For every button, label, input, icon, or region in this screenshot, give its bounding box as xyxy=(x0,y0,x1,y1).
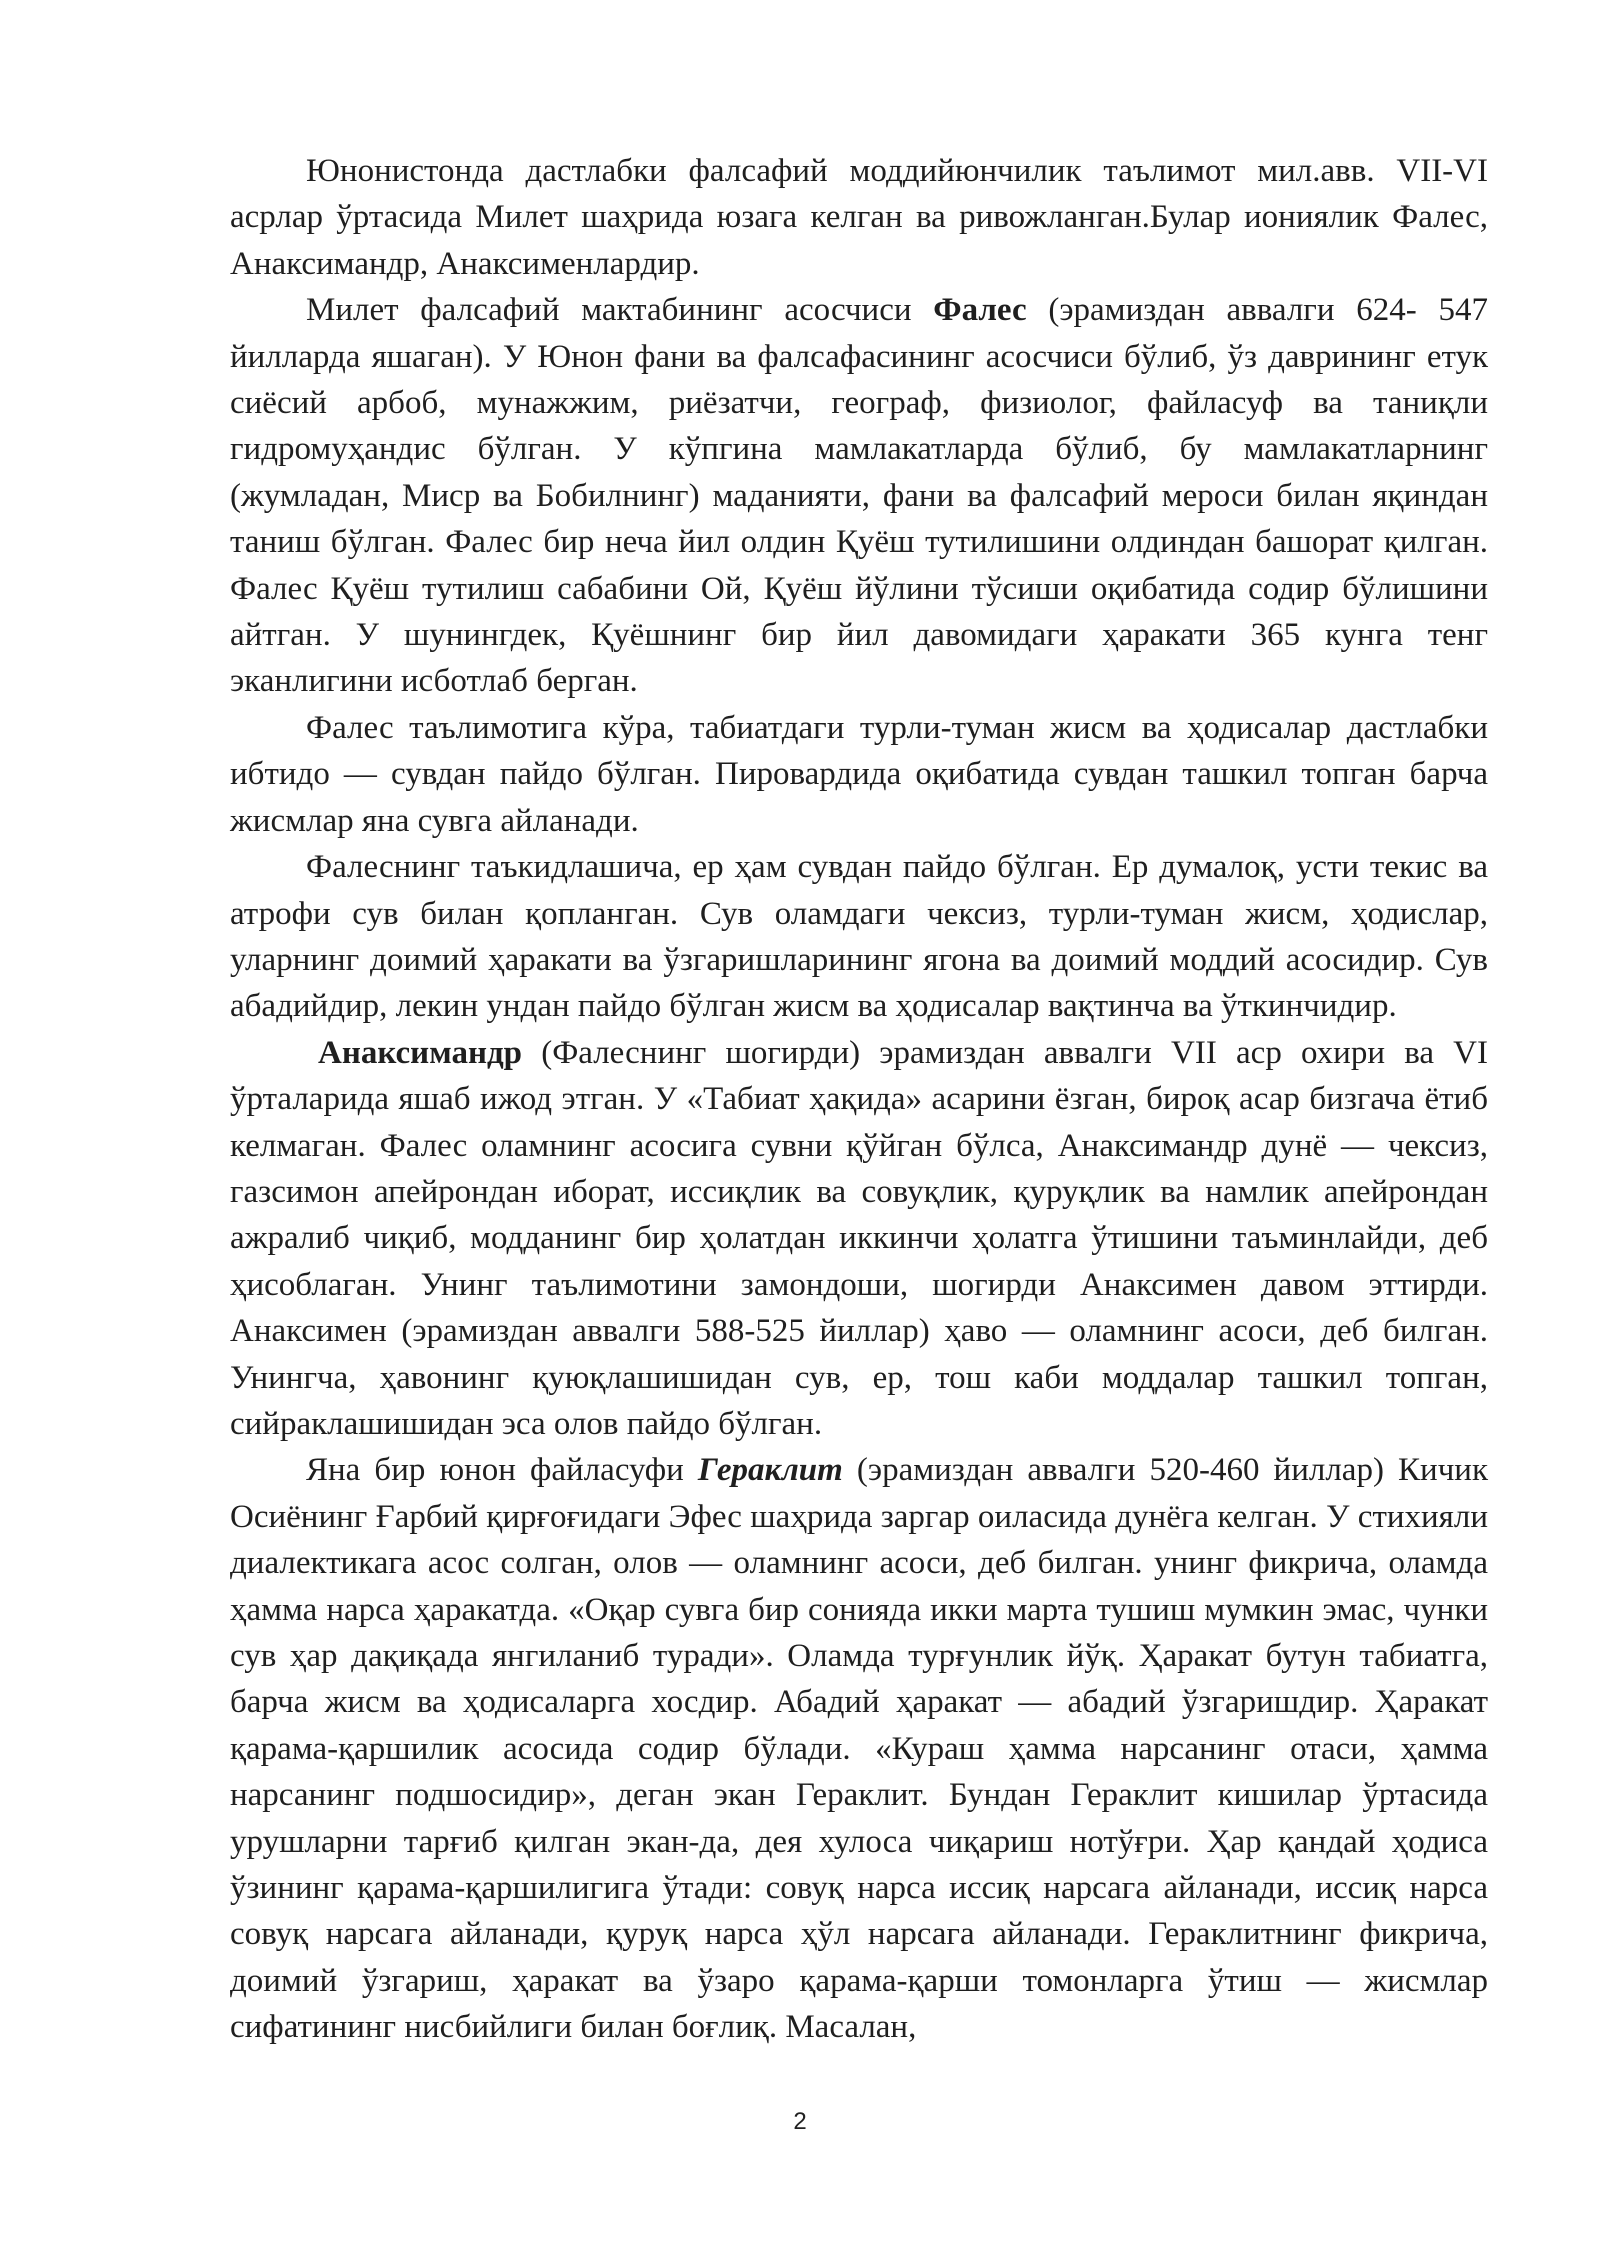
paragraph-thales xyxy=(230,287,1488,705)
text-run: Фалес таълимотига кўра, табиатдаги турли-туман жисм ва ҳодисалар дастлабки ибтидо — сувдан пайдо бўлган. Пировардида оқибатида сувдан ташкил топган барча жисмлар яна сувга айланади. xyxy=(230,709,1488,839)
page-number: 2 xyxy=(793,2108,807,2135)
term-heraclitus: Гераклит xyxy=(697,1452,843,1489)
text-run: Милет фалсафий мактабининг асосчиси xyxy=(306,292,934,329)
paragraph-thales-earth xyxy=(230,844,1488,1030)
text-run: Фалеснинг таъкидлашича, ер ҳам сувдан пайдо бўлган. Ер думалоқ, усти текис ва атрофи сув билан қопланган. Сув оламдаги чексиз, турли-туман жисм, ҳодислар, уларнинг доимий ҳаракати ва ўзгаришларининг ягона ва доимий моддий асосидир. Сув абадийдир, лекин ундан пайдо бўлган жисм ва ҳодисалар вақтинча ва ўткинчидир. xyxy=(230,849,1488,1025)
text-run: (Фалеснинг шогирди) эрамиздан аввалги VII аср охири ва VI ўрталарида яшаб ижод этган. У «Табиат ҳақида» асарини ёзган, бироқ асар бизгача ётиб келмаган. Фалес оламнинг асосига сувни қўйган бўлса, Анаксимандр дунё — чексиз, газсимон апейрондан иборат, иссиқлик ва совуқлик, қуруқлик ва намлик апейрондан ажралиб чиқиб, модданинг бир ҳолатдан иккинчи ҳолатга ўтишини таъминлайди, деб ҳисоблаган. Унинг таълимотини замондоши, шогирди Анаксимен давом эттирди. Анаксимен (эрамиздан аввалги 588-525 йиллар) ҳаво — оламнинг асоси, деб билган. Унингча, ҳавонинг қуюқлашишидан сув, ер, тош каби моддалар ташкил топган, сийраклашишидан эса олов пайдо бўлган. xyxy=(230,1034,1488,1442)
text-run: Яна бир юнон файласуфи xyxy=(306,1452,698,1489)
text-run: (эрамиздан аввалги 520-460 йиллар) Кичик Осиёнинг Ғарбий қирғоғидаги Эфес шаҳрида заргар оиласида дунёга келган. У стихияли диалектикага асос солган, олов — оламнинг асоси, деб билган. унинг фикрича, оламда ҳамма нарса ҳаракатда. «Оқар сувга бир сонияда икки марта тушиш мумкин эмас, чунки сув ҳар дақиқада янгиланиб туради». Оламда турғунлик йўқ. Ҳаракат бутун табиатга, барча жисм ва ҳодисаларга хосдир. Абадий ҳаракат — абадий ўзгаришдир. Ҳаракат қарама-қаршилик асосида содир бўлади. «Кураш ҳамма нарсанинг отаси, ҳамма нарсанинг подшосидир», деган экан Гераклит. Бундан Гераклит кишилар ўртасида урушларни тарғиб қилган экан-да, дея хулоса чиқариш нотўғри. Ҳар қандай ҳодиса ўзининг қарама-қаршилигига ўтади: совуқ нарса иссиқ нарсага айланади, иссиқ нарса совуқ нарсага айланади, қуруқ нарса ҳўл нарсага айланади. Гераклитнинг фикрича, доимий ўзгариш, ҳаракат ва ўзаро қарама-қарши томонларга ўтиш — жисмлар сифатининг нисбийлиги билан боғлиқ. Масалан, xyxy=(230,1452,1489,2046)
text-run: (эрамиздан аввалги 624- 547 йилларда яшаган). У Юнон фани ва фалсафасининг асосчиси бўлиб, ўз даврининг етук сиёсий арбоб, мунажжим, риёзатчи, географ, физиолог, файласуф ва таниқли гидромуҳандис бўлган. У кўпгина мамлакатларда бўлиб, бу мамлакатларнинг (жумладан, Миср ва Бобилнинг) маданияти, фани ва фалсафий мероси билан яқиндан таниш бўлган. Фалес бир неча йил олдин Қуёш тутилишини олдиндан башорат қилган. Фалес Қуёш тутилиш сабабини Ой, Қуёш йўлини тўсиши оқибатида содир бўлишини айтган. У шунингдек, Қуёшнинг бир йил давомидаги ҳаракати 365 кунга тенг эканлигини исботлаб берган. xyxy=(230,292,1488,700)
paragraph-thales-teaching xyxy=(230,705,1488,844)
paragraph-anaximander xyxy=(230,1030,1488,1448)
term-thales: Фалес xyxy=(933,292,1027,329)
text-run: Юнонистонда дастлабки фалсафий моддийюнчилик таълимот мил.авв. VII-VI асрлар ўртасида Милет шаҳрида юзага келган ва ривожланган.Булар иониялик Фалес, Анаксимандр, Анаксименлардир. xyxy=(230,153,1488,282)
paragraph-ionian-intro xyxy=(230,148,1488,287)
paragraph-heraclitus xyxy=(230,1447,1488,2050)
body-text xyxy=(230,148,1488,2051)
term-anaximander: Анаксимандр xyxy=(318,1034,523,1071)
